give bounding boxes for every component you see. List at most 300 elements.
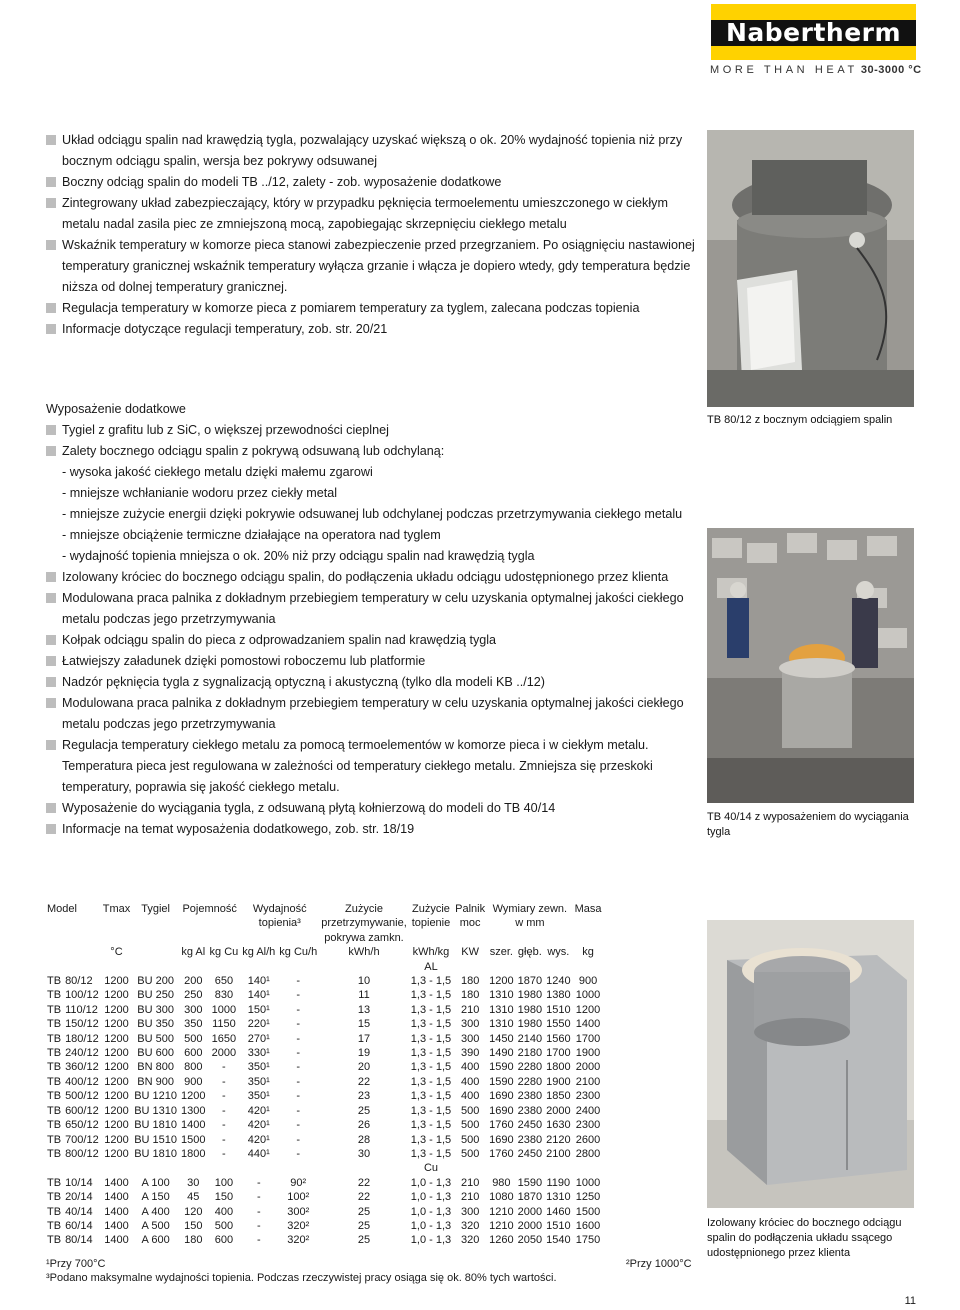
table-cell: 210 bbox=[460, 1176, 480, 1189]
page-number: 11 bbox=[904, 1295, 916, 1307]
table-cell: 11 bbox=[358, 989, 370, 1002]
table-cell: 1870 bbox=[517, 1191, 543, 1204]
table-cell: 1,3 - 1,5 bbox=[410, 1003, 452, 1016]
table-cell: 1400 bbox=[104, 1234, 129, 1247]
table-cell: BU 600 bbox=[137, 1047, 174, 1060]
bullet-square-icon bbox=[46, 425, 56, 435]
table-cell: 2300 bbox=[575, 1090, 601, 1103]
table-cell: 26 bbox=[357, 1119, 371, 1132]
table-cell: 1310 bbox=[546, 1191, 571, 1204]
bullet-item: Informacje na temat wyposażenia dodatkowego, zob. str. 18/19 bbox=[46, 819, 414, 839]
table-cell: 1210 bbox=[489, 1219, 514, 1232]
table-row bbox=[45, 1003, 603, 1017]
table-cell: 22 bbox=[357, 1176, 371, 1189]
table-cell: 980 bbox=[492, 1176, 511, 1189]
table-cell: 650/12 bbox=[65, 1119, 99, 1132]
table-cell: - bbox=[296, 1119, 301, 1132]
table-cell: 2000 bbox=[517, 1219, 543, 1232]
table-cell: 270¹ bbox=[247, 1032, 270, 1045]
table-cell: 1550 bbox=[546, 1018, 571, 1031]
table-cell: 13 bbox=[357, 1003, 371, 1016]
table-cell: 600/12 bbox=[65, 1104, 99, 1117]
table-cell: TB bbox=[47, 975, 62, 988]
table-cell: 1400 bbox=[104, 1191, 129, 1204]
table-cell: 1190 bbox=[546, 1176, 571, 1189]
table-cell: 350¹ bbox=[247, 1090, 270, 1103]
table-cell: 1800 bbox=[546, 1061, 571, 1074]
table-cell: 20 bbox=[357, 1061, 371, 1074]
table-cell: 300 bbox=[460, 1032, 480, 1045]
table-cell: BN 900 bbox=[137, 1075, 174, 1088]
photo-caption: TB 80/12 z bocznym odciągiem spalin bbox=[707, 414, 893, 426]
table-cell: 1510 bbox=[546, 1219, 571, 1232]
bullet-continuation: bocznym odciągu spalin, wersja bez pokrywy odsuwanej bbox=[62, 154, 378, 168]
photo-caption: TB 40/14 z wyposażeniem do wyciągania tygla bbox=[707, 811, 909, 838]
bullet-item: Regulacja temperatury w komorze pieca z pomiarem temperatury za tyglem, zalecana podczas topienia bbox=[46, 298, 640, 318]
table-cell: - bbox=[256, 1234, 261, 1247]
table-cell: 100² bbox=[287, 1191, 310, 1204]
table-cell: - bbox=[296, 1104, 301, 1117]
table-cell: 420¹ bbox=[247, 1119, 270, 1132]
table-cell: TB bbox=[47, 1018, 62, 1031]
table-cell: 1000 bbox=[211, 1003, 237, 1016]
table-row bbox=[45, 1046, 603, 1060]
table-cell: 180 bbox=[184, 1234, 203, 1247]
table-cell: 500 bbox=[460, 1147, 480, 1160]
table-cell: 2800 bbox=[575, 1147, 601, 1160]
table-row bbox=[45, 974, 603, 988]
table-cell: 1850 bbox=[546, 1090, 571, 1103]
table-cell: 440¹ bbox=[247, 1147, 270, 1160]
table-cell: - bbox=[222, 1075, 226, 1088]
bullet-continuation: temperatury, poprawia się jakość ciekłego metalu. bbox=[62, 780, 340, 794]
table-cell: 500 bbox=[460, 1119, 480, 1132]
table-cell: 2380 bbox=[517, 1104, 543, 1117]
table-cell: 1080 bbox=[489, 1191, 514, 1204]
photo-caption: Izolowany króciec do bocznego odciągu spalin do podłączenia układu ssącego udostępnionego przez klienta bbox=[707, 1217, 902, 1259]
section-heading: Wyposażenie dodatkowe bbox=[46, 402, 186, 416]
table-cell: TB bbox=[47, 1176, 62, 1189]
table-cell: 2050 bbox=[517, 1234, 543, 1247]
bullet-item: Łatwiejszy załadunek dzięki pomostowi roboczemu lub platformie bbox=[46, 651, 425, 671]
footnote: ²Przy 1000°C bbox=[626, 1258, 692, 1270]
table-cell: 1,3 - 1,5 bbox=[410, 1061, 452, 1074]
table-cell: 400 bbox=[214, 1205, 234, 1218]
table-cell: 2600 bbox=[575, 1133, 601, 1146]
table-header-row: Model Tmax Tygiel Pojemność Wydajność Zużycie Zużycie Palnik Wymiary zewn. Masa bbox=[47, 903, 602, 915]
table-cell: 1210 bbox=[489, 1205, 514, 1218]
table-units-row: °C kg Al kg Cu kg Al/h kg Cu/h kWh/h kWh/kg KW szer. głęb. wys. kg bbox=[110, 946, 594, 959]
table-cell: 220¹ bbox=[247, 1018, 270, 1031]
table-cell: 1380 bbox=[546, 989, 571, 1002]
table-cell: 500/12 bbox=[65, 1090, 99, 1103]
bullet-square-icon bbox=[46, 740, 56, 750]
table-cell: A 100 bbox=[141, 1176, 170, 1189]
table-cell: 1260 bbox=[489, 1234, 514, 1247]
bullet-continuation: temperatury granicznej wskaźnik temperatury wyłącza grzanie i włącza je dopiero wtedy, gdy temperatura będzie bbox=[62, 259, 691, 273]
table-cell: 1200 bbox=[104, 1104, 129, 1117]
table-cell: 1150 bbox=[212, 1018, 236, 1031]
table-cell: - bbox=[256, 1191, 261, 1204]
table-cell: 420¹ bbox=[247, 1133, 270, 1146]
table-cell: 1200 bbox=[181, 1090, 206, 1103]
table-row bbox=[45, 1233, 603, 1247]
table-cell: 300 bbox=[184, 1003, 203, 1016]
table-row bbox=[45, 1205, 603, 1219]
table-row bbox=[45, 1089, 603, 1103]
table-cell: 1200 bbox=[104, 1133, 129, 1146]
table-cell: 1540 bbox=[546, 1234, 571, 1247]
table-cell: 1200 bbox=[104, 1018, 129, 1031]
furnace-photo bbox=[707, 130, 914, 407]
table-cell: 1200 bbox=[104, 975, 129, 988]
table-cell: 1690 bbox=[489, 1133, 514, 1146]
table-cell: 120 bbox=[184, 1205, 203, 1218]
table-cell: 1750 bbox=[575, 1234, 601, 1247]
table-cell: 1310 bbox=[489, 989, 514, 1002]
table-cell: 210 bbox=[460, 1003, 480, 1016]
table-cell: BU 1210 bbox=[134, 1090, 178, 1103]
table-cell: 45 bbox=[187, 1191, 200, 1204]
table-cell: 650 bbox=[214, 975, 234, 988]
table-cell: TB bbox=[47, 1191, 62, 1204]
table-header-row: pokrywa zamkn. bbox=[324, 931, 404, 944]
table-cell: TB bbox=[47, 1061, 62, 1074]
bullet-item: Zintegrowany układ zabezpieczający, który w przypadku pęknięcia termoelementu umieszczonego w ciekłym bbox=[46, 193, 668, 213]
table-row bbox=[45, 1176, 603, 1190]
table-cell: - bbox=[256, 1176, 261, 1189]
bullet-item: Kołpak odciągu spalin do pieca z odprowadzaniem spalin nad krawędzią tygla bbox=[46, 630, 496, 650]
table-cell: TB bbox=[47, 1119, 62, 1132]
table-cell: TB bbox=[47, 1003, 62, 1016]
table-cell: 900 bbox=[184, 1075, 203, 1088]
table-cell: A 500 bbox=[141, 1219, 170, 1232]
table-cell: 1,3 - 1,5 bbox=[410, 1147, 452, 1160]
table-cell: TB bbox=[47, 1219, 62, 1232]
bullet-square-icon bbox=[46, 803, 56, 813]
table-cell: 1,3 - 1,5 bbox=[410, 1119, 452, 1132]
bullet-continuation: niższa od dolnej temperatury granicznej. bbox=[62, 280, 288, 294]
table-cell: 360/12 bbox=[65, 1061, 99, 1074]
table-cell: 23 bbox=[357, 1090, 371, 1103]
table-cell: TB bbox=[47, 1147, 62, 1160]
table-cell: 25 bbox=[357, 1205, 371, 1218]
bullet-square-icon bbox=[46, 198, 56, 208]
table-cell: 210 bbox=[460, 1191, 480, 1204]
table-cell: 400/12 bbox=[65, 1075, 99, 1088]
bullet-item: Zalety bocznego odciągu spalin z pokrywą odsuwaną lub odchylaną: bbox=[46, 441, 444, 461]
table-cell: 800 bbox=[184, 1061, 203, 1074]
table-cell: 1,0 - 1,3 bbox=[410, 1191, 452, 1204]
table-cell: 500 bbox=[184, 1032, 203, 1045]
table-cell: 28 bbox=[357, 1133, 371, 1146]
table-cell: 1240 bbox=[546, 975, 571, 988]
table-cell: 150 bbox=[184, 1219, 203, 1232]
table-cell: TB bbox=[47, 1032, 62, 1045]
table-cell: 1,3 - 1,5 bbox=[410, 1047, 452, 1060]
table-cell: 10 bbox=[357, 975, 371, 988]
bullet-continuation: Temperatura pieca jest regulowana w zależności od temperatury ciekłego metalu. Zmniejsza się przeskoki bbox=[62, 759, 653, 773]
table-row bbox=[45, 1075, 603, 1089]
table-cell: 1400 bbox=[181, 1119, 206, 1132]
bullet-square-icon bbox=[46, 240, 56, 250]
table-cell: 1510 bbox=[546, 1003, 571, 1016]
table-cell: 1760 bbox=[489, 1119, 514, 1132]
table-cell: 1600 bbox=[575, 1219, 601, 1232]
bullet-square-icon bbox=[46, 635, 56, 645]
table-cell: 1980 bbox=[517, 1018, 543, 1031]
table-cell: - bbox=[296, 1147, 301, 1160]
table-cell: 180/12 bbox=[65, 1032, 99, 1045]
footnote: ¹Przy 700°C bbox=[46, 1258, 106, 1270]
table-cell: 60/14 bbox=[65, 1219, 93, 1232]
table-cell: 400 bbox=[460, 1090, 480, 1103]
bullet-item: Modulowana praca palnika z dokładnym przebiegiem temperatury w celu uzyskania optymalnej jakości ciekłego bbox=[46, 693, 684, 713]
table-cell: 600 bbox=[184, 1047, 203, 1060]
table-cell: - bbox=[256, 1219, 261, 1232]
table-cell: 320 bbox=[460, 1219, 480, 1232]
table-cell: 390 bbox=[460, 1047, 480, 1060]
table-cell: 1590 bbox=[517, 1176, 543, 1189]
brand-name: Nabertherm bbox=[725, 18, 902, 47]
table-cell: 1490 bbox=[489, 1047, 514, 1060]
bullet-item: Układ odciągu spalin nad krawędzią tygla, pozwalający uzyskać większą o ok. 20% wydajność topienia niż przy bbox=[46, 130, 682, 150]
table-header-row: topienia³ przetrzymywanie, topienie moc w mm bbox=[258, 917, 545, 930]
table-cell: 1,0 - 1,3 bbox=[410, 1176, 452, 1189]
table-cell: A 600 bbox=[141, 1234, 170, 1247]
table-cell: BN 800 bbox=[137, 1061, 174, 1074]
bullet-continuation: metalu podczas jego przetrzymywania bbox=[62, 612, 276, 626]
table-cell: 1200 bbox=[104, 1061, 129, 1074]
table-cell: 40/14 bbox=[65, 1205, 93, 1218]
table-cell: - bbox=[256, 1205, 261, 1218]
table-cell: 2100 bbox=[546, 1147, 571, 1160]
table-cell: 1200 bbox=[104, 1047, 129, 1060]
table-cell: 2450 bbox=[517, 1119, 543, 1132]
table-cell: 140¹ bbox=[247, 989, 270, 1002]
table-row bbox=[45, 1104, 603, 1118]
table-cell: 1630 bbox=[546, 1119, 571, 1132]
table-cell: 2000 bbox=[211, 1047, 237, 1060]
temperature-range: 30-3000 °C bbox=[860, 64, 922, 76]
table-cell: 100/12 bbox=[65, 989, 99, 1002]
table-cell: 1,3 - 1,5 bbox=[410, 1018, 452, 1031]
table-cell: 17 bbox=[357, 1032, 371, 1045]
table-cell: 2000 bbox=[575, 1061, 601, 1074]
table-cell: 140¹ bbox=[247, 975, 270, 988]
table-cell: 1500 bbox=[575, 1205, 601, 1218]
bullet-square-icon bbox=[46, 572, 56, 582]
table-cell: - bbox=[222, 1061, 226, 1074]
table-cell: TB bbox=[47, 1104, 62, 1117]
table-cell: 80/12 bbox=[65, 975, 93, 988]
table-cell: - bbox=[222, 1104, 226, 1117]
table-cell: 1,0 - 1,3 bbox=[410, 1205, 452, 1218]
table-cell: - bbox=[296, 989, 301, 1002]
table-cell: 2280 bbox=[517, 1061, 543, 1074]
table-cell: 30 bbox=[357, 1147, 371, 1160]
bullet-item: Informacje dotyczące regulacji temperatury, zob. str. 20/21 bbox=[46, 319, 387, 339]
table-cell: 2450 bbox=[517, 1147, 543, 1160]
table-cell: 330¹ bbox=[247, 1047, 270, 1060]
table-cell: 20/14 bbox=[65, 1191, 93, 1204]
table-cell: 300² bbox=[287, 1205, 310, 1218]
table-cell: 1,3 - 1,5 bbox=[410, 1090, 452, 1103]
table-cell: 25 bbox=[357, 1234, 371, 1247]
bullet-continuation: - wydajność topienia mniejsza o ok. 20% niż przy odciągu spalin nad krawędzią tygla bbox=[62, 549, 535, 563]
table-cell: 2100 bbox=[575, 1075, 601, 1088]
table-cell: 1650 bbox=[211, 1032, 237, 1045]
table-cell: 1200 bbox=[575, 1003, 601, 1016]
table-cell: 1450 bbox=[489, 1032, 514, 1045]
bullet-item: Boczny odciąg spalin do modeli TB ../12, zalety - zob. wyposażenie dodatkowe bbox=[46, 172, 501, 192]
table-row bbox=[45, 1032, 603, 1046]
table-group-row: Cu bbox=[423, 1162, 438, 1175]
bullet-square-icon bbox=[46, 593, 56, 603]
table-cell: 1200 bbox=[104, 1147, 129, 1160]
table-cell: 1,3 - 1,5 bbox=[410, 1133, 452, 1146]
bullet-item: Izolowany króciec do bocznego odciągu spalin, do podłączenia układu odciągu udostępnionego przez klienta bbox=[46, 567, 668, 587]
foundry-photo bbox=[707, 528, 914, 803]
table-cell: 2300 bbox=[575, 1119, 601, 1132]
table-cell: - bbox=[296, 975, 301, 988]
table-cell: 22 bbox=[357, 1191, 371, 1204]
table-row bbox=[45, 1118, 603, 1132]
bullet-item: Wskaźnik temperatury w komorze pieca stanowi zabezpieczenie przed przegrzaniem. Po osiągnięciu nastawionej bbox=[46, 235, 695, 255]
table-cell: 1690 bbox=[489, 1104, 514, 1117]
bullet-square-icon bbox=[46, 824, 56, 834]
table-cell: 2380 bbox=[517, 1090, 543, 1103]
table-cell: 320² bbox=[287, 1219, 310, 1232]
table-cell: BU 1810 bbox=[134, 1147, 178, 1160]
table-cell: 1,3 - 1,5 bbox=[410, 1032, 452, 1045]
table-cell: 25 bbox=[357, 1104, 371, 1117]
table-cell: - bbox=[222, 1147, 226, 1160]
table-cell: 1800 bbox=[181, 1147, 206, 1160]
table-group-row: AL bbox=[424, 960, 438, 973]
table-cell: 400 bbox=[460, 1075, 480, 1088]
table-cell: 800/12 bbox=[65, 1147, 99, 1160]
table-cell: 830 bbox=[214, 989, 234, 1002]
table-cell: A 400 bbox=[141, 1205, 170, 1218]
tagline-text: MORE THAN HEAT bbox=[710, 64, 858, 76]
table-cell: 1700 bbox=[575, 1032, 601, 1045]
table-cell: 1400 bbox=[575, 1018, 601, 1031]
table-cell: TB bbox=[47, 1205, 62, 1218]
table-cell: 150¹ bbox=[247, 1003, 270, 1016]
table-cell: - bbox=[222, 1119, 226, 1132]
table-cell: 180 bbox=[460, 989, 480, 1002]
table-row bbox=[45, 1219, 603, 1233]
table-cell: BU 500 bbox=[137, 1032, 174, 1045]
table-cell: 1,3 - 1,5 bbox=[410, 1104, 452, 1117]
bullet-continuation: - mniejsze zużycie energii dzięki pokrywie odsuwanej lub odchylanej podczas przetrzymywania ciekłego metalu bbox=[62, 507, 683, 521]
table-cell: - bbox=[296, 1090, 301, 1103]
bullet-continuation: metalu nadal zasila piec ze zmniejszoną mocą, zapobiegając skrzepnięciu ciekłego metalu bbox=[62, 217, 567, 231]
table-cell: TB bbox=[47, 1133, 62, 1146]
table-cell: 500 bbox=[214, 1219, 234, 1232]
table-cell: TB bbox=[47, 1047, 62, 1060]
table-cell: 2140 bbox=[517, 1032, 543, 1045]
bullet-continuation: - wysoka jakość ciekłego metalu dzięki małemu zgarowi bbox=[62, 465, 373, 479]
table-cell: - bbox=[296, 1047, 301, 1060]
table-cell: BU 1310 bbox=[134, 1104, 178, 1117]
table-cell: 2180 bbox=[517, 1047, 543, 1060]
table-cell: 22 bbox=[357, 1075, 371, 1088]
table-row bbox=[45, 1017, 603, 1031]
table-cell: BU 250 bbox=[137, 989, 174, 1002]
table-cell: 1200 bbox=[489, 975, 514, 988]
bullet-item: Wyposażenie do wyciągania tygla, z odsuwaną płytą kołnierzową do modeli do TB 40/14 bbox=[46, 798, 555, 818]
table-cell: 350 bbox=[184, 1018, 203, 1031]
table-cell: 1980 bbox=[517, 989, 543, 1002]
table-cell: 250 bbox=[184, 989, 203, 1002]
table-cell: 300 bbox=[460, 1205, 480, 1218]
table-cell: 110/12 bbox=[65, 1003, 98, 1016]
table-cell: - bbox=[222, 1133, 226, 1146]
table-cell: 150 bbox=[214, 1191, 234, 1204]
table-cell: 1,3 - 1,5 bbox=[410, 975, 452, 988]
table-cell: 240/12 bbox=[65, 1047, 99, 1060]
table-cell: BU 1510 bbox=[134, 1133, 178, 1146]
table-cell: 1590 bbox=[489, 1061, 514, 1074]
table-cell: 2280 bbox=[517, 1075, 543, 1088]
table-cell: 350¹ bbox=[247, 1075, 270, 1088]
table-cell: 1200 bbox=[104, 1090, 129, 1103]
table-cell: 1000 bbox=[575, 1176, 601, 1189]
table-cell: 1200 bbox=[104, 989, 129, 1002]
table-cell: 2000 bbox=[546, 1104, 571, 1117]
table-cell: - bbox=[296, 1003, 301, 1016]
table-cell: 600 bbox=[214, 1234, 234, 1247]
bullet-square-icon bbox=[46, 698, 56, 708]
table-row bbox=[45, 1133, 603, 1147]
table-cell: 1200 bbox=[104, 1032, 129, 1045]
table-cell: 10/14 bbox=[65, 1176, 93, 1189]
table-cell: 1690 bbox=[489, 1090, 514, 1103]
table-cell: A 150 bbox=[141, 1191, 170, 1204]
table-cell: 80/14 bbox=[65, 1234, 93, 1247]
bullet-square-icon bbox=[46, 324, 56, 334]
table-cell: 150/12 bbox=[65, 1018, 99, 1031]
table-cell: 320 bbox=[460, 1234, 480, 1247]
table-cell: BU 300 bbox=[137, 1003, 174, 1016]
bullet-continuation: - mniejsze wchłanianie wodoru przez ciekły metal bbox=[62, 486, 338, 500]
table-cell: 1310 bbox=[489, 1003, 514, 1016]
bullet-continuation: - mniejsze obciążenie termiczne działające na operatora nad tyglem bbox=[62, 528, 441, 542]
table-cell: 180 bbox=[460, 975, 480, 988]
table-cell: 1700 bbox=[546, 1047, 571, 1060]
table-cell: BU 350 bbox=[137, 1018, 174, 1031]
brand-tagline bbox=[710, 63, 922, 77]
bullet-square-icon bbox=[46, 446, 56, 456]
table-cell: - bbox=[296, 1061, 301, 1074]
table-cell: 1500 bbox=[181, 1133, 206, 1146]
table-cell: TB bbox=[47, 989, 62, 1002]
table-cell: 1900 bbox=[546, 1075, 571, 1088]
table-cell: 1400 bbox=[104, 1219, 129, 1232]
table-cell: 19 bbox=[357, 1047, 371, 1060]
table-cell: 1400 bbox=[104, 1176, 129, 1189]
table-row bbox=[45, 1147, 603, 1161]
bullet-square-icon bbox=[46, 135, 56, 145]
table-cell: 2380 bbox=[517, 1133, 543, 1146]
table-cell: 100 bbox=[214, 1176, 234, 1189]
table-cell: 1870 bbox=[517, 975, 543, 988]
table-cell: 25 bbox=[357, 1219, 371, 1232]
table-cell: TB bbox=[47, 1090, 62, 1103]
bullet-item: Regulacja temperatury ciekłego metalu za pomocą termoelementów w komorze pieca i w ciekłym metalu. bbox=[46, 735, 649, 755]
